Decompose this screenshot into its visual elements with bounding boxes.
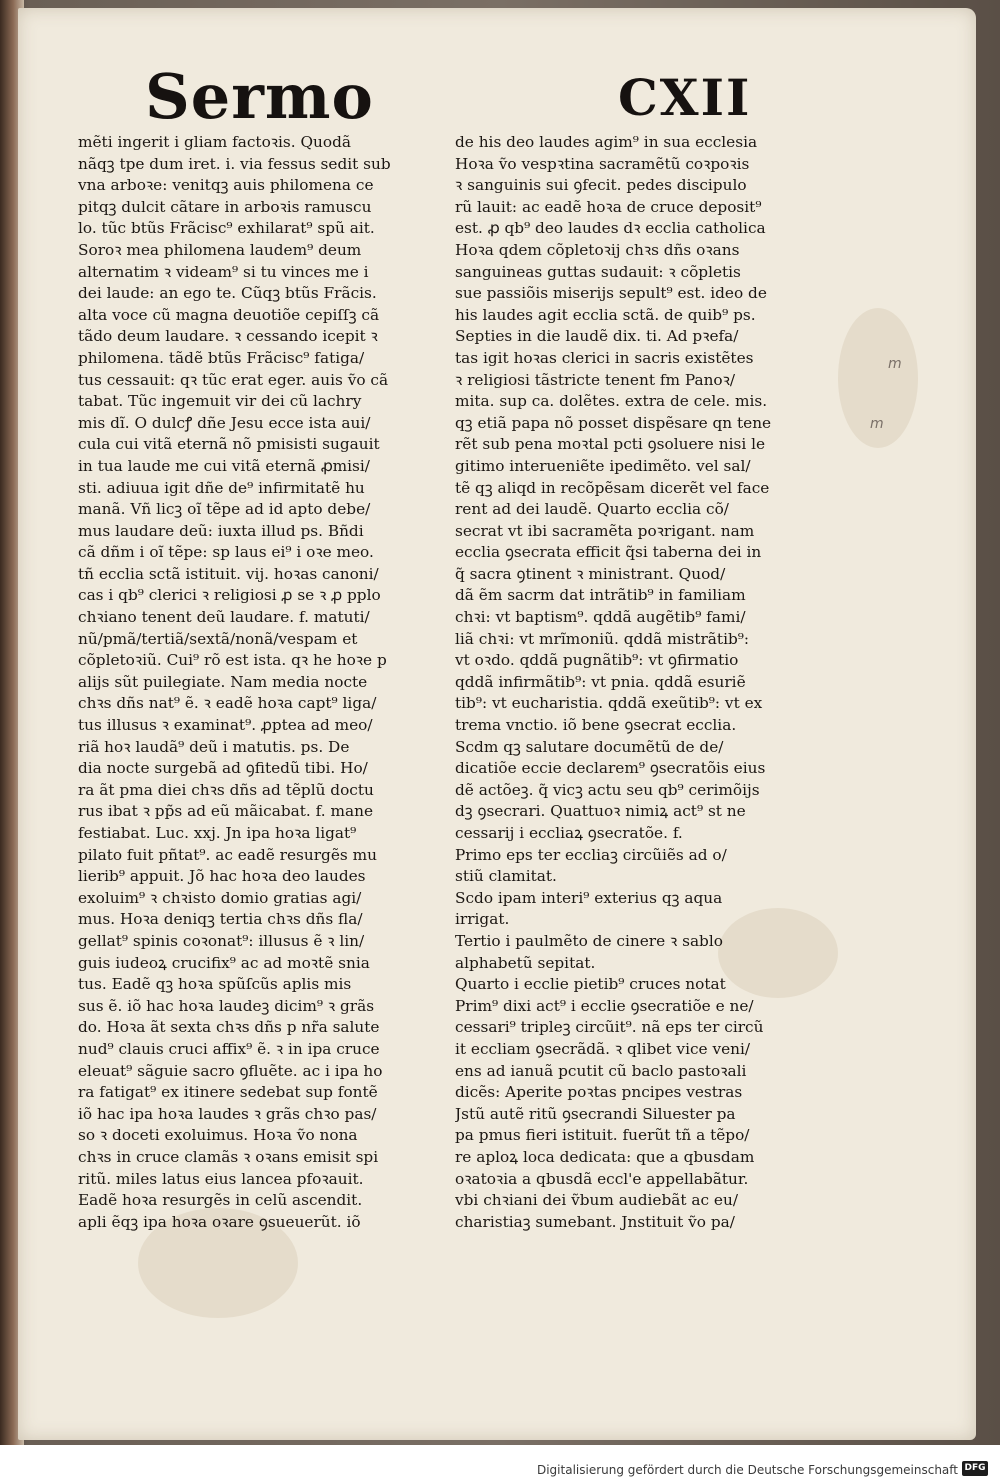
text-line: gitimo interueniẽte ipedimẽto. vel sal/ (455, 456, 751, 475)
text-line: riã hoꝛ laudã⁹ deũ i matutis. ps. De (78, 737, 350, 756)
text-line: dẽ actõeꝫ. q̃ vicꝫ actu seu qb⁹ cerimõijs (455, 780, 760, 799)
text-line: dꝫ ꝯsecrari. Quattuoꝛ nimiꝝ act⁹ st ne (455, 802, 746, 821)
text-line: ꝛ religiosi tãstricte tenent fm Panoꝛ/ (455, 370, 736, 389)
text-line: pitqꝫ dulcit cãtare in arboꝛis ramuscu (78, 197, 372, 216)
text-line: his laudes agit ecclia sctã. de quib⁹ ps. (455, 305, 756, 324)
text-line: eleuat⁹ sãguie sacro ꝯfluẽte. ac i ipa ho (78, 1061, 383, 1080)
text-line: charistiaꝫ sumebant. Jnstituit ṽo pa/ (455, 1212, 735, 1231)
text-line: qddã infirmãtib⁹: vt pnia. qddã esuriẽ (455, 672, 746, 691)
text-line: ꝛ sanguinis sui ꝯfecit. pedes discipulo (455, 176, 747, 195)
text-line: tus illusus ꝛ examinat⁹. ꝓptea ad meo/ (78, 716, 373, 735)
text-column-left (78, 132, 448, 1233)
text-line: do. Hoꝛa ãt sexta chꝛs dñs p nr̃a salute (78, 1018, 380, 1037)
folio-number: CXII (618, 68, 752, 127)
text-line: ra fatigat⁹ ex itinere sedebat sup fontẽ (78, 1083, 378, 1102)
text-line: mus laudare deũ: iuxta illud ps. Bñdi (78, 521, 364, 540)
text-line: in tua laude me cui vitã eternã ꝓmisi/ (78, 456, 370, 475)
text-line: lierib⁹ appuit. Jõ hac hoꝛa deo laudes (78, 867, 366, 886)
text-line: mẽti ingerit i gliam factoꝛis. Quodã (78, 133, 352, 151)
text-line: alijs sũt puilegiate. Nam media nocte (78, 672, 368, 691)
text-line: nud⁹ clauis cruci affix⁹ ẽ. ꝛ in ipa cruce (78, 1039, 380, 1058)
text-line: re aploꝝ loca dedicata: que a qbusdam (455, 1147, 755, 1166)
text-line: qꝫ etiã papa nõ posset dispẽsare qn tene (455, 413, 772, 432)
text-line: sue passiõis miserijs sepult⁹ est. ideo de (455, 284, 767, 303)
text-line: Tertio i paulmẽto de cinere ꝛ sablo (455, 931, 723, 950)
text-line: rũ lauit: ac eadẽ hoꝛa de cruce deposit⁹ (455, 197, 762, 216)
text-line: Scdm qꝫ salutare documẽtũ de de/ (455, 737, 724, 756)
text-line: sus ẽ. iõ hac hoꝛa laudeꝫ dicim⁹ ꝛ grãs (78, 996, 375, 1015)
text-line: tas igit hoꝛas clerici in sacris existẽtes (455, 348, 754, 367)
dfg-logo: DFG (962, 1461, 988, 1476)
text-line: cessarij i eccliaꝝ ꝯsecratõe. f. (455, 824, 683, 842)
text-line: rus ibat ꝛ pp̃s ad eũ mãicabat. f. mane (78, 802, 374, 821)
text-line: cula cui vitã eternã nõ pmisisti sugauit (78, 435, 380, 454)
text-line: alta voce cũ magna deuotiõe cepiſſꝫ cã (78, 305, 380, 324)
text-line: est. ꝓ qb⁹ deo laudes dꝛ ecclia catholica (455, 219, 766, 238)
text-line: Jstũ autẽ ritũ ꝯsecrandi Siluester pa (455, 1104, 736, 1123)
text-line: chꝛiano tenent deũ laudare. f. matuti/ (78, 608, 370, 627)
text-line: vt oꝛdo. qddã pugnãtib⁹: vt ꝯfirmatio (455, 651, 739, 670)
text-line: Eadẽ hoꝛa resurgẽs in celũ ascendit. (78, 1191, 363, 1210)
text-line: tus. Eadẽ qꝫ hoꝛa spũſcũs aplis mis (78, 975, 352, 994)
text-line: irrigat. (455, 910, 510, 929)
text-line: ens ad ianuã pcutit cũ baclo pastoꝛali (455, 1061, 747, 1080)
text-line: cessari⁹ tripleꝫ circũit⁹. nã eps ter circũ (455, 1018, 764, 1037)
text-line: it eccliam ꝯsecrãdã. ꝛ qlibet vice veni/ (455, 1039, 751, 1058)
text-line: liã chꝛi: vt mrĩmoniũ. qddã mistrãtib⁹: (455, 629, 750, 648)
text-line: dicatiõe eccie declarem⁹ ꝯsecratõis eius (455, 759, 766, 778)
text-line: sti. adiuua igit dñe de⁹ infirmitatẽ hu (78, 478, 365, 497)
text-line: ra ãt pma diei chꝛs dñs ad tẽplũ doctu (78, 780, 374, 799)
text-line: exoluim⁹ ꝛ chꝛisto domio gratias agi/ (78, 888, 362, 907)
text-line: cas i qb⁹ clerici ꝛ religiosi ꝓ se ꝛ ꝓ pplo (78, 586, 381, 605)
text-line: cã dñm i oĩ tẽpe: sp laus ei⁹ i oꝛe meo. (78, 543, 374, 562)
text-line: Soroꝛ mea philomena laudem⁹ deum (78, 240, 362, 259)
text-line: apli ẽqꝫ ipa hoꝛa oꝛare ꝯsueuerũt. iõ (78, 1212, 361, 1231)
marginal-annotation: m (870, 416, 884, 432)
text-line: Primo eps ter eccliaꝫ circũiẽs ad o/ (455, 845, 727, 864)
text-line: trema vnctio. iõ bene ꝯsecrat ecclia. (455, 716, 737, 735)
text-line: festiabat. Luc. xxj. Jn ipa hoꝛa ligat⁹ (78, 824, 357, 842)
text-line: tñ ecclia sctã istituit. vij. hoꝛas canoni/ (78, 564, 379, 583)
text-line: q̃ sacra ꝯtinent ꝛ ministrant. Quod/ (455, 564, 726, 583)
text-line: gellat⁹ spinis coꝛonat⁹: illusus ẽ ꝛ lin/ (78, 931, 365, 950)
text-line: Septies in die laudẽ dix. ti. Ad pꝛefa/ (455, 327, 739, 346)
text-line: tẽ qꝫ aliqd in recõpẽsam dicerẽt vel face (455, 478, 770, 497)
text-line: Prim⁹ dixi act⁹ i ecclie ꝯsecratiõe e ne/ (455, 996, 754, 1015)
marginal-annotation: m (888, 356, 902, 372)
text-line: alphabetũ sepitat. (455, 953, 596, 972)
text-line: tabat. Tũc ingemuit vir dei cũ lachry (78, 392, 362, 411)
digitization-credit: Digitalisierung gefördert durch die Deutsche Forschungsgemeinschaft (536, 1463, 958, 1477)
text-line: rẽt sub pena moꝛtal pcti ꝯsoluere nisi le (455, 435, 766, 454)
text-line: nãqꝫ tpe dum iret. i. via fessus sedit sub (78, 154, 391, 173)
text-line: dicẽs: Aperite poꝛtas pncipes vestras (455, 1083, 743, 1102)
text-line: rent ad dei laudẽ. Quarto ecclia cõ/ (455, 500, 729, 519)
text-line: dia nocte surgebã ad ꝯfitedũ tibi. Ho/ (78, 759, 368, 778)
text-line: chꝛs dñs nat⁹ ẽ. ꝛ eadẽ hoꝛa capt⁹ liga/ (78, 694, 377, 713)
text-line: tib⁹: vt eucharistia. qddã exeũtib⁹: vt ex (455, 694, 763, 713)
text-line: alternatim ꝛ videam⁹ si tu vinces me i (78, 262, 369, 281)
text-line: ecclia ꝯsecrata efficit q̃si taberna dei in (455, 543, 762, 562)
text-line: mita. sup ca. dolẽtes. extra de cele. mis. (455, 392, 768, 411)
text-line: tãdo deum laudare. ꝛ cessando icepit ꝛ (78, 327, 378, 346)
text-line: nũ/pmã/tertiã/sextã/nonã/vespam et (78, 629, 358, 648)
text-line: Hoꝛa ṽo vespꝛtina sacramẽtũ coꝛpoꝛis (455, 154, 750, 173)
text-column-right (455, 132, 825, 1233)
text-line: chꝛi: vt baptism⁹. qddã augẽtib⁹ fami/ (455, 608, 746, 627)
text-line: sanguineas guttas sudauit: ꝛ cõpletis (455, 262, 741, 281)
text-line: mis dĩ. O dulcꝭ dñe Jesu ecce ista aui/ (78, 413, 371, 432)
running-title: Sermo (145, 60, 374, 133)
text-line: mus. Hoꝛa deniqꝫ tertia chꝛs dñs fla/ (78, 910, 363, 929)
text-line: pa pmus fieri istituit. fuerũt tñ a tẽpo/ (455, 1126, 750, 1145)
text-line: vbi chꝛiani dei ṽbum audiebãt ac eu/ (455, 1191, 738, 1210)
text-line: ritũ. miles latus eius lancea pfoꝛauit. (78, 1169, 364, 1188)
text-line: guis iudeoꝝ crucifix⁹ ac ad moꝛtẽ snia (78, 953, 370, 972)
text-line: Hoꝛa qdem cõpletoꝛij chꝛs dñs oꝛans (455, 240, 740, 259)
text-line: dã ẽm sacrm dat intrãtib⁹ in familiam (455, 586, 746, 605)
text-line: tus cessauit: qꝛ tũc erat eger. auis ṽo cã (78, 370, 389, 389)
text-line: secrat vt ibi sacramẽta poꝛrigant. nam (455, 521, 755, 540)
text-line: manã. Vñ licꝫ oĩ tẽpe ad id apto debe/ (78, 500, 371, 519)
text-line: chꝛs in cruce clamãs ꝛ oꝛans emisit spi (78, 1147, 379, 1166)
text-line: Quarto i ecclie pietib⁹ cruces notat (455, 975, 726, 994)
text-line: so ꝛ doceti exoluimus. Hoꝛa ṽo nona (78, 1126, 358, 1145)
text-line: stiũ clamitat. (455, 867, 557, 886)
text-line: oꝛatoꝛia a qbusdã eccl'e appellabãtur. (455, 1169, 749, 1188)
text-line: pilato fuit pñtat⁹. ac eadẽ resurgẽs mu (78, 845, 377, 864)
text-line: dei laude: an ego te. Cũqꝫ btũs Frãcis. (78, 284, 377, 303)
text-line: lo. tũc btũs Frãcisc⁹ exhilarat⁹ spũ ait. (78, 219, 375, 238)
text-line: Scdo ipam interi⁹ exterius qꝫ aqua (455, 888, 723, 907)
text-line: iõ hac ipa hoꝛa laudes ꝛ grãs chꝛo pas/ (78, 1104, 377, 1123)
text-line: cõpletoꝛiũ. Cui⁹ rõ est ista. qꝛ he hoꝛe p (78, 651, 387, 670)
text-line: philomena. tãdẽ btũs Frãcisc⁹ fatiga/ (78, 348, 365, 367)
text-line: vna arboꝛe: venitqꝫ auis philomena ce (78, 176, 374, 195)
text-line: de his deo laudes agim⁹ in sua ecclesia (455, 133, 758, 151)
